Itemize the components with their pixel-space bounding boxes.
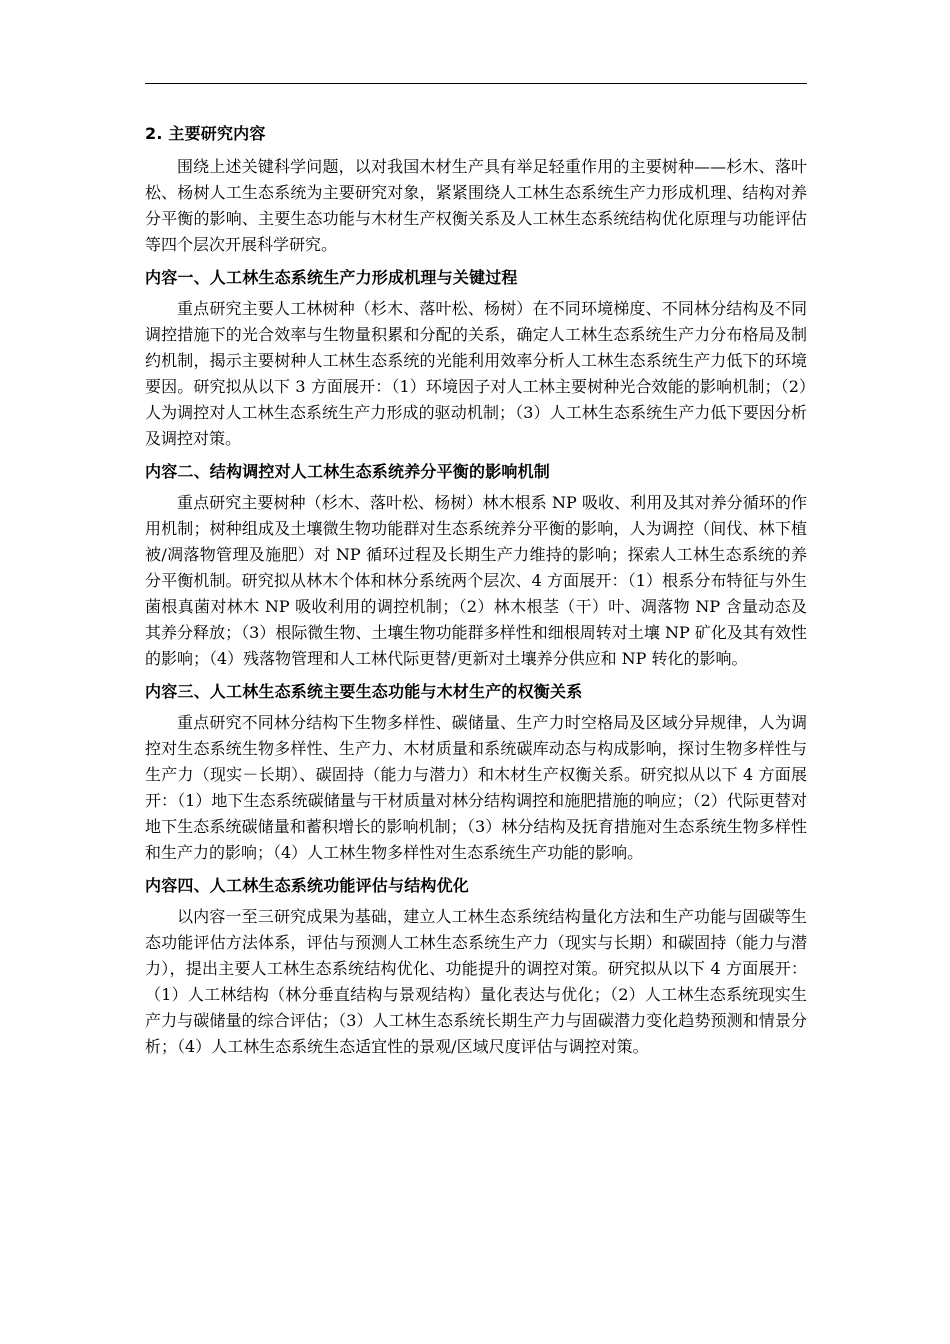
document-body	[145, 120, 807, 1064]
section-title: 2. 主要研究内容	[145, 124, 266, 143]
content-three-heading: 内容三、人工林生态系统主要生态功能与木材生产的权衡关系	[145, 682, 583, 701]
content-two-heading: 内容二、结构调控对人工林生态系统养分平衡的影响机制	[145, 462, 551, 481]
intro-paragraph: 围绕上述关键科学问题，以对我国木材生产具有举足轻重作用的主要树种——杉木、落叶松、杨树人工生态系统为主要研究对象，紧紧围绕人工林生态系统生产力形成机理、结构对养分平衡的影响、主要生态功能与木材生产权衡关系及人工林生态系统结构优化原理与功能评估等四个层次开展科学研究。	[145, 157, 807, 254]
content-three-paragraph: 重点研究不同林分结构下生物多样性、碳储量、生产力时空格局及区域分异规律，人为调控对生态系统生物多样性、生产力、木材质量和系统碳库动态与构成影响，探讨生物多样性与生产力（现实－长期）、碳固持（能力与潜力）和木材生产权衡关系。研究拟从以下 4 方面展开：（1）地下生态系统碳储量与干材质量对林分结构调控和施肥措施的响应；（2）代际更替对地下生态系统碳储量和蓄积增长的影响机制；（3）林分结构及抚育措施对生态系统生物多样性和生产力的影响；（4）人工林生物多样性对生态系统生产功能的影响。	[145, 713, 807, 862]
content-one-paragraph: 重点研究主要人工林树种（杉木、落叶松、杨树）在不同环境梯度、不同林分结构及不同调控措施下的光合效率与生物量积累和分配的关系，确定人工林生态系统生产力分布格局及制约机制，揭示主要树种人工林生态系统的光能利用效率分析人工林生态系统生产力低下的环境要因。研究拟从以下 3 方面展开：（1）环境因子对人工林主要树种光合效能的影响机制；（2）人为调控对人工林生态系统生产力形成的驱动机制；（3）人工林生态系统生产力低下要因分析及调控对策。	[145, 299, 807, 448]
content-two-paragraph: 重点研究主要树种（杉木、落叶松、杨树）林木根系 NP 吸收、利用及其对养分循环的作用机制；树种组成及土壤微生物功能群对生态系统养分平衡的影响，人为调控（间伐、林下植被/凋落物管理及施肥）对 NP 循环过程及长期生产力维持的影响；探索人工林生态系统的养分平衡机制。研究拟从林木个体和林分系统两个层次、4 方面展开：（1）根系分布特征与外生菌根真菌对林木 NP 吸收利用的调控机制；（2）林木根茎（干）叶、凋落物 NP 含量动态及其养分释放；（3）根际微生物、土壤生物功能群多样性和细根周转对土壤 NP 矿化及其有效性的影响；（4）残落物管理和人工林代际更替/更新对土壤养分供应和 NP 转化的影响。	[145, 493, 807, 668]
content-four-heading: 内容四、人工林生态系统功能评估与结构优化	[145, 876, 470, 895]
header-rule	[145, 83, 807, 84]
content-one-heading: 内容一、人工林生态系统生产力形成机理与关键过程	[145, 268, 518, 287]
content-four-paragraph: 以内容一至三研究成果为基础，建立人工林生态系统结构量化方法和生产功能与固碳等生态功能评估方法体系，评估与预测人工林生态系统生产力（现实与长期）和碳固持（能力与潜力），提出主要人工林生态系统结构优化、功能提升的调控对策。研究拟从以下 4 方面展开：（1）人工林结构（林分垂直结构与景观结构）量化表达与优化；（2）人工林生态系统现实生产力与碳储量的综合评估；（3）人工林生态系统长期生产力与固碳潜力变化趋势预测和情景分析；（4）人工林生态系统生态适宜性的景观/区域尺度评估与调控对策。	[145, 907, 807, 1056]
